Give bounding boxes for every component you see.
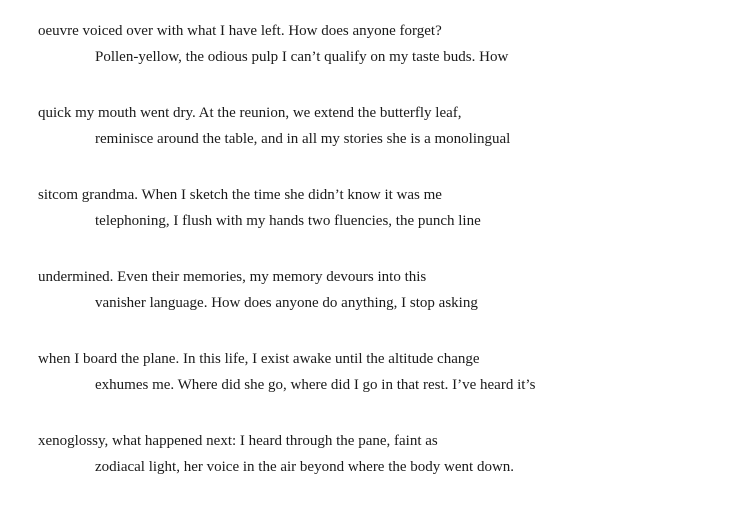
poem-line: oeuvre voiced over with what I have left. How does anyone forget?	[38, 23, 442, 39]
poem-line-indented: telephoning, I flush with my hands two fluencies, the punch line	[95, 213, 481, 229]
couplet	[0, 18, 729, 70]
poem-line-indented: vanisher language. How does anyone do anything, I stop asking	[95, 295, 478, 311]
couplet	[0, 100, 729, 152]
poem-line: xenoglossy, what happened next: I heard through the pane, faint as	[38, 433, 438, 449]
poem-line: sitcom grandma. When I sketch the time she didn’t know it was me	[38, 187, 442, 203]
poem-line: quick my mouth went dry. At the reunion, we extend the butterfly leaf,	[38, 105, 462, 121]
poem-line: undermined. Even their memories, my memory devours into this	[38, 269, 427, 285]
couplet	[0, 264, 729, 316]
couplet	[0, 428, 729, 480]
couplet	[0, 182, 729, 234]
poem-line-indented: Pollen-yellow, the odious pulp I can’t qualify on my taste buds. How	[95, 49, 509, 65]
poem-line: when I board the plane. In this life, I exist awake until the altitude change	[38, 351, 480, 367]
couplet	[0, 346, 729, 398]
poem-line-indented: exhumes me. Where did she go, where did I go in that rest. I’ve heard it’s	[95, 377, 536, 393]
poem-line-indented: reminisce around the table, and in all my stories she is a monolingual	[95, 131, 511, 147]
poem-line-indented: zodiacal light, her voice in the air beyond where the body went down.	[95, 459, 515, 475]
